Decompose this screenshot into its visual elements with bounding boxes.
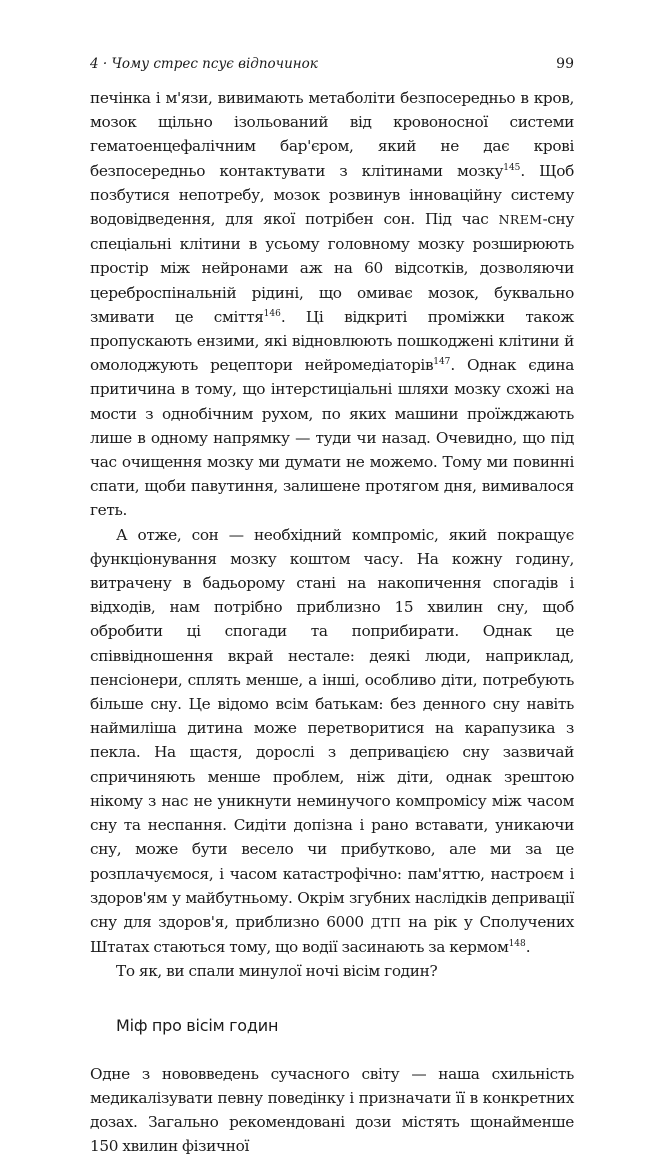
small-caps-term: NREM	[498, 212, 543, 228]
footnote-ref: 147	[433, 357, 451, 368]
text-run: . Ці відкриті проміжки також пропускають ензими, які відновлюють пошкоджені клітини й омолоджують рецептори нейромедіаторів	[90, 307, 574, 375]
footnote-ref: 145	[503, 162, 521, 173]
page-body	[90, 86, 574, 1158]
small-caps-term: ДТП	[370, 914, 402, 930]
text-run: .	[525, 938, 531, 957]
text-run: . Щоб позбутися непотребу, мозок розвинув інноваційну систему водовідведення, для якої потрібен сон. Під час	[90, 161, 574, 229]
paragraph: То як, ви спали минулої ночі вісім годин?	[116, 962, 438, 981]
text-run: -сну спеціальні клітини в усьому головному мозку розширюють простір між нейронами аж на 60 відсотків, дозволяючи цереброспінальній рідині, що омиває мозок, буквально змивати це сміття	[90, 210, 574, 326]
text-run: на рік у Сполучених Штатах стаються тому, що водії засинають за кермом	[90, 912, 574, 957]
text-run: печінка і м'язи, вивимають метаболіти безпосередньо в кров, мозок щільно ізольований від кровоносної системи гематоенцефалічним бар'єром, який не дає крові безпосередньо контактувати з клітинами мозку	[90, 89, 574, 180]
chapter-title: 4 · Чому стрес псує відпочинок	[90, 56, 318, 72]
footnote-ref: 148	[508, 939, 526, 950]
text-run: . Однак єдина притичина в тому, що інтерстиціальні шляхи мозку схожі на мости з однобічним рухом, по яких машини проїжджають лише в одному напрямку — туди чи назад. Очевидно, що під час очищення мозку ми думати не можемо. Тому ми повинні спати, щоби павутиння, залишене протягом дня, вимивалося геть.	[90, 356, 574, 520]
page-number: 99	[556, 56, 574, 72]
running-header	[90, 56, 574, 78]
paragraph: Одне з нововведень сучасного світу — наша схильність медикалізувати певну поведінку і призначати її в конкретних дозах. Загально рекомендовані дози містять щонайменше 150 хвилин фізичної	[90, 1064, 574, 1156]
paragraph	[90, 523, 574, 960]
paragraph	[90, 86, 574, 523]
text-run: А отже, сон — необхідний компроміс, який покращує функціонування мозку коштом часу. На кожну годину, витрачену в бадьорому стані на накопичення спогадів і відходів, нам потрібно приблизно 15 хвилин сну, щоб обробити ці спогади та поприбирати. Однак це співвідношення вкрай нестале: деякі люди, наприклад, пенсіонери, сплять менше, а інші, особливо діти, потребують більше сну. Це відомо всім батькам: без денного сну навіть наймиліша дитина може перетворитися на карапузика з пекла. На щастя, дорослі з депривацією сну зазвичай спричиняють менше проблем, ніж діти, однак зрештою нікому з нас не уникнути неминучого компромісу між часом сну та неспання. Сидіти допізна і рано вставати, уникаючи сну, може бути весело чи прибутково, але ми за це розплачуємося, і часом катастрофічно: пам'яттю, настроєм і здоров'ям у майбутньому. Окрім згубних наслідків депривації сну для здоров'я, приблизно 6000	[90, 525, 574, 931]
footnote-ref: 146	[263, 308, 281, 319]
section-heading: Міф про вісім годин	[116, 1015, 279, 1035]
